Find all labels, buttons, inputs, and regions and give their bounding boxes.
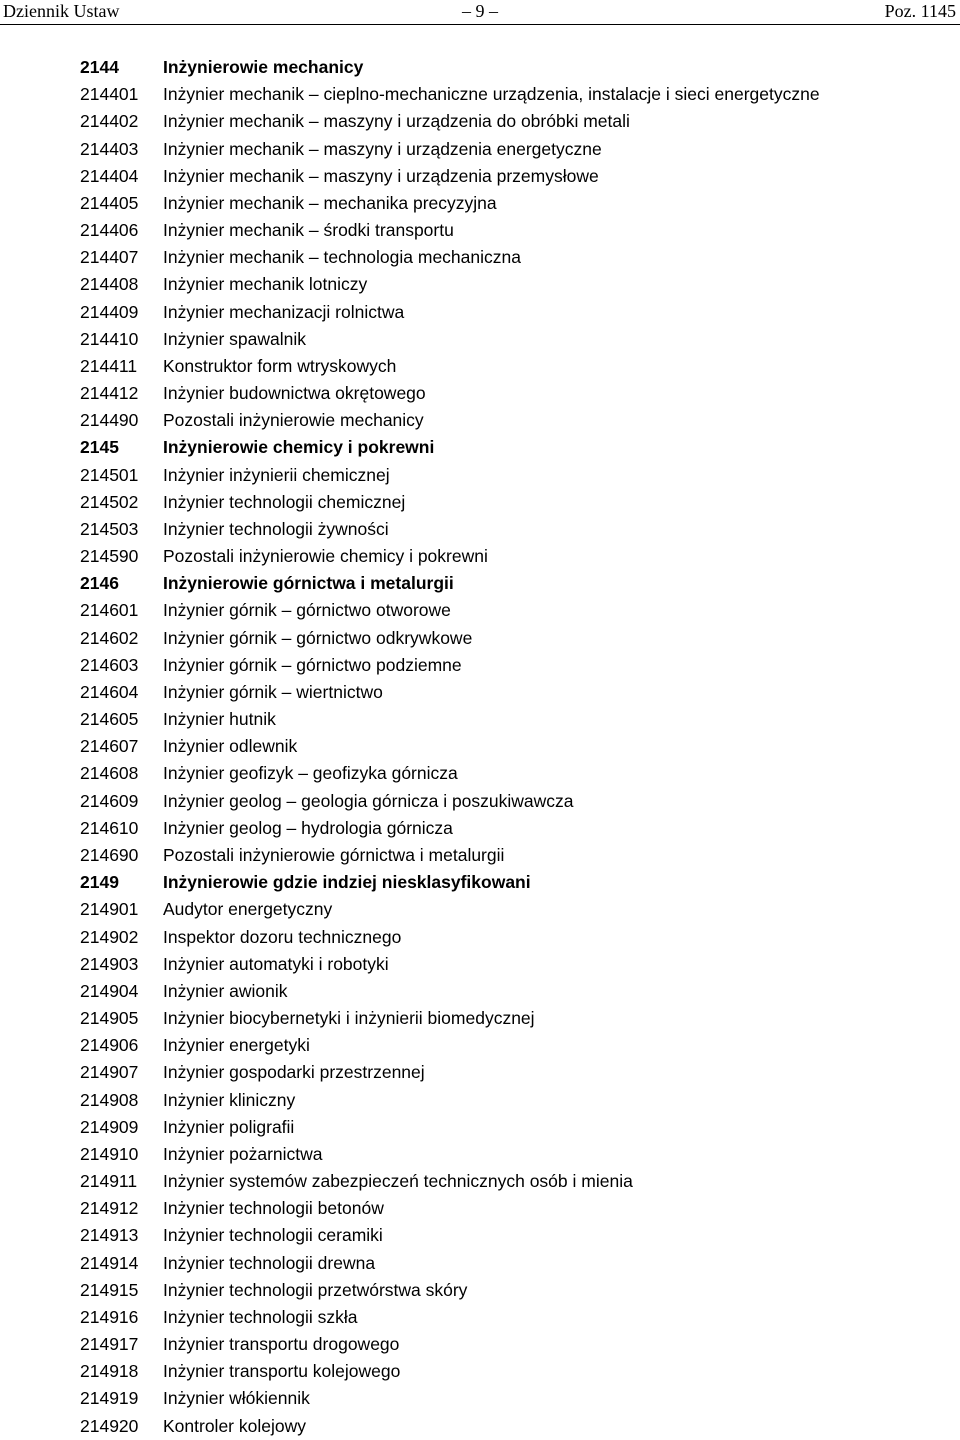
occupation-code: 214909	[80, 1116, 139, 1137]
occupation-code: 214607	[80, 736, 139, 757]
occupation-code: 214412	[80, 383, 139, 404]
occupation-code: 2145	[80, 437, 119, 458]
occupation-code: 2146	[80, 573, 119, 594]
occupation-name: Pozostali inżynierowie mechanicy	[163, 410, 424, 431]
occupation-row	[80, 597, 940, 624]
occupation-code: 214605	[80, 709, 139, 730]
occupation-row	[80, 679, 940, 706]
occupation-row	[80, 407, 940, 434]
occupation-name: Pozostali inżynierowie górnictwa i metalurgii	[163, 844, 505, 865]
page-header	[0, 0, 960, 26]
occupation-code: 214402	[80, 111, 139, 132]
occupation-row	[80, 1087, 940, 1114]
occupation-name: Inżynier automatyki i robotyki	[163, 953, 389, 974]
occupation-code: 214908	[80, 1089, 139, 1110]
occupation-row	[80, 1304, 940, 1331]
occupation-name: Inżynier mechanik lotniczy	[163, 274, 368, 295]
occupation-code: 214407	[80, 247, 139, 268]
occupation-row	[80, 1358, 940, 1385]
occupation-name: Inżynier technologii chemicznej	[163, 491, 406, 512]
group-row	[80, 570, 940, 597]
occupation-name: Inżynier mechanik – technologia mechaniczna	[163, 247, 521, 268]
occupation-name: Inżynier energetyki	[163, 1035, 310, 1056]
occupation-code: 214919	[80, 1388, 139, 1409]
occupation-name: Inżynier górnik – górnictwo odkrywkowe	[163, 627, 473, 648]
occupation-row	[80, 951, 940, 978]
occupation-name: Inspektor dozoru technicznego	[163, 926, 402, 947]
occupation-code: 214408	[80, 274, 139, 295]
occupation-name: Inżynier włókiennik	[163, 1388, 310, 1409]
occupation-row	[80, 489, 940, 516]
occupation-name: Inżynier górnik – górnictwo podziemne	[163, 654, 462, 675]
occupation-row	[80, 760, 940, 787]
occupation-code: 214410	[80, 328, 139, 349]
occupation-name: Inżynierowie chemicy i pokrewni	[163, 437, 435, 458]
occupation-row	[80, 1385, 940, 1412]
occupation-name: Inżynier odlewnik	[163, 736, 298, 757]
occupation-row	[80, 543, 940, 570]
occupation-row	[80, 1005, 940, 1032]
occupation-code: 214915	[80, 1279, 139, 1300]
journal-title: Dziennik Ustaw	[3, 1, 120, 21]
occupation-name: Pozostali inżynierowie chemicy i pokrewni	[163, 546, 488, 567]
occupation-row	[80, 625, 940, 652]
occupation-code: 214916	[80, 1306, 139, 1327]
position-number: Poz. 1145	[884, 1, 956, 21]
occupation-row	[80, 81, 940, 108]
occupation-name: Inżynier technologii żywności	[163, 518, 389, 539]
occupation-name: Inżynier budownictwa okrętowego	[163, 383, 426, 404]
occupation-name: Inżynier mechanik – maszyny i urządzenia przemysłowe	[163, 165, 599, 186]
occupation-name: Audytor energetyczny	[163, 899, 333, 920]
occupation-name: Kontroler kolejowy	[163, 1415, 306, 1436]
occupation-code: 214918	[80, 1361, 139, 1382]
occupation-code: 214901	[80, 899, 139, 920]
occupation-code: 214406	[80, 220, 139, 241]
occupation-row	[80, 1331, 940, 1358]
page-number: – 9 –	[462, 1, 498, 21]
occupation-name: Inżynier mechanizacji rolnictwa	[163, 301, 405, 322]
occupation-row	[80, 896, 940, 923]
occupation-row	[80, 1277, 940, 1304]
occupation-name: Inżynier hutnik	[163, 709, 276, 730]
occupation-row	[80, 136, 940, 163]
occupation-code: 214411	[80, 355, 138, 376]
occupation-code: 214501	[80, 464, 139, 485]
occupation-code: 214913	[80, 1225, 139, 1246]
occupation-name: Inżynier geofizyk – geofizyka górnicza	[163, 763, 458, 784]
occupation-code: 214610	[80, 817, 139, 838]
occupation-code: 214917	[80, 1334, 139, 1355]
occupation-row	[80, 163, 940, 190]
occupation-row	[80, 462, 940, 489]
occupation-name: Inżynierowie mechanicy	[163, 57, 364, 77]
occupation-name: Inżynier awionik	[163, 980, 288, 1001]
occupation-code: 214690	[80, 844, 139, 865]
occupation-name: Inżynier mechanik – cieplno-mechaniczne urządzenia, instalacje i sieci energetyczne	[163, 84, 820, 105]
occupation-code: 214907	[80, 1062, 139, 1083]
occupation-code: 214920	[80, 1415, 139, 1436]
occupation-row	[80, 190, 940, 217]
occupation-row	[80, 516, 940, 543]
group-row	[80, 869, 940, 896]
occupation-code: 214608	[80, 763, 139, 784]
occupation-name: Inżynier technologii drewna	[163, 1252, 376, 1273]
occupation-row	[80, 652, 940, 679]
occupation-row	[80, 380, 940, 407]
occupation-code: 214403	[80, 138, 139, 159]
occupation-name: Inżynier mechanik – mechanika precyzyjna	[163, 192, 497, 213]
occupation-row	[80, 271, 940, 298]
occupation-name: Inżynier górnik – wiertnictwo	[163, 681, 383, 702]
occupation-code: 214602	[80, 627, 139, 648]
occupation-name: Inżynier górnik – górnictwo otworowe	[163, 600, 451, 621]
occupation-list	[80, 54, 940, 1440]
header-rule	[0, 24, 960, 25]
occupation-code: 214910	[80, 1143, 139, 1164]
occupation-code: 214604	[80, 681, 139, 702]
occupation-name: Inżynier transportu kolejowego	[163, 1361, 401, 1382]
occupation-row	[80, 217, 940, 244]
occupation-name: Inżynier geolog – geologia górnicza i poszukiwawcza	[163, 790, 574, 811]
occupation-code: 214903	[80, 953, 139, 974]
occupation-code: 214902	[80, 926, 139, 947]
occupation-row	[80, 1141, 940, 1168]
occupation-row	[80, 1168, 940, 1195]
occupation-code: 214590	[80, 546, 139, 567]
occupation-name: Inżynier technologii ceramiki	[163, 1225, 383, 1246]
occupation-code: 2144	[80, 57, 119, 77]
occupation-name: Inżynier mechanik – środki transportu	[163, 220, 454, 241]
occupation-row	[80, 706, 940, 733]
occupation-name: Inżynier kliniczny	[163, 1089, 296, 1110]
occupation-code: 214609	[80, 790, 139, 811]
occupation-name: Inżynier gospodarki przestrzennej	[163, 1062, 425, 1083]
occupation-name: Inżynier technologii szkła	[163, 1306, 358, 1327]
occupation-code: 214401	[80, 84, 139, 105]
occupation-code: 214405	[80, 192, 139, 213]
occupation-code: 214904	[80, 980, 139, 1001]
occupation-code: 214601	[80, 600, 139, 621]
occupation-row	[80, 244, 940, 271]
occupation-code: 214490	[80, 410, 139, 431]
occupation-code: 214503	[80, 518, 139, 539]
occupation-code: 214906	[80, 1035, 139, 1056]
occupation-name: Inżynier pożarnictwa	[163, 1143, 323, 1164]
occupation-row	[80, 1059, 940, 1086]
occupation-row	[80, 353, 940, 380]
occupation-row	[80, 978, 940, 1005]
occupation-name: Inżynierowie gdzie indziej niesklasyfikowani	[163, 872, 531, 893]
occupation-row	[80, 788, 940, 815]
occupation-code: 214409	[80, 301, 139, 322]
group-row	[80, 54, 940, 81]
occupation-row	[80, 924, 940, 951]
occupation-name: Inżynier biocybernetyki i inżynierii biomedycznej	[163, 1008, 535, 1029]
occupation-name: Inżynier systemów zabezpieczeń technicznych osób i mienia	[163, 1171, 633, 1192]
occupation-name: Inżynier geolog – hydrologia górnicza	[163, 817, 453, 838]
occupation-row	[80, 108, 940, 135]
occupation-code: 2149	[80, 872, 119, 893]
occupation-row	[80, 1114, 940, 1141]
occupation-name: Inżynier transportu drogowego	[163, 1334, 400, 1355]
occupation-code: 214911	[80, 1171, 138, 1192]
occupation-name: Inżynier mechanik – maszyny i urządzenia do obróbki metali	[163, 111, 630, 132]
occupation-row	[80, 1222, 940, 1249]
occupation-row	[80, 1250, 940, 1277]
occupation-code: 214905	[80, 1008, 139, 1029]
occupation-row	[80, 299, 940, 326]
group-row	[80, 434, 940, 461]
occupation-name: Inżynier technologii przetwórstwa skóry	[163, 1279, 468, 1300]
occupation-row	[80, 1032, 940, 1059]
occupation-code: 214912	[80, 1198, 139, 1219]
occupation-name: Inżynier mechanik – maszyny i urządzenia energetyczne	[163, 138, 602, 159]
occupation-name: Inżynierowie górnictwa i metalurgii	[163, 573, 454, 594]
occupation-row	[80, 842, 940, 869]
occupation-code: 214603	[80, 654, 139, 675]
occupation-name: Inżynier poligrafii	[163, 1116, 295, 1137]
occupation-code: 214404	[80, 165, 139, 186]
occupation-name: Inżynier technologii betonów	[163, 1198, 384, 1219]
occupation-code: 214502	[80, 491, 139, 512]
occupation-row	[80, 733, 940, 760]
occupation-name: Inżynier spawalnik	[163, 328, 306, 349]
occupation-name: Konstruktor form wtryskowych	[163, 355, 397, 376]
occupation-code: 214914	[80, 1252, 139, 1273]
occupation-name: Inżynier inżynierii chemicznej	[163, 464, 390, 485]
occupation-row	[80, 326, 940, 353]
occupation-row	[80, 815, 940, 842]
occupation-row	[80, 1195, 940, 1222]
